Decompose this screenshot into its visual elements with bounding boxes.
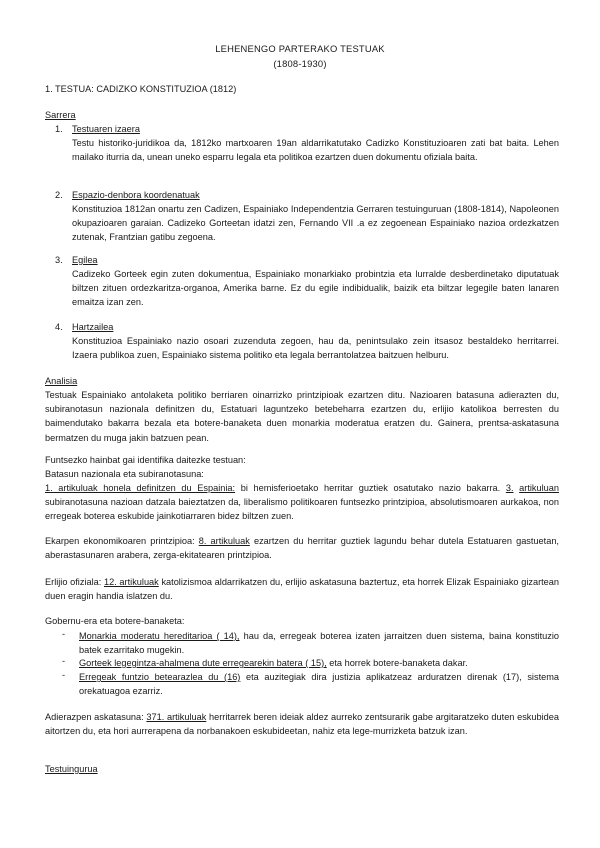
gobernu-item-gorteek: Gorteek legegintza-ahalmena dute erregearekin batera ( 15), eta horrek botere-banaketa dakar.: [79, 658, 468, 668]
list-dash: -: [62, 670, 66, 680]
list-dash: -: [62, 629, 66, 639]
item-title-koordenatuak: Espazio-denbora koordenatuak: [72, 190, 200, 200]
analisia-heading: Analisia: [45, 376, 78, 386]
article-8-reference: 8. artikuluak: [198, 536, 250, 546]
sarrera-heading: Sarrera: [45, 110, 76, 120]
adierazpen-paragraph: Adierazpen askatasuna: 371. artikuluak herritarrek beren ideiak aldez aurreko zentsurarik gabe argitaratzeko duten eskubidea aitortzen du, eta hori aurrerapena da norbanakoen eskubideetan, nahiz eta lege-murrizketa batzuk izan.: [45, 712, 559, 737]
item-title-hartzailea: Hartzailea: [72, 322, 114, 332]
item-number: 1.: [55, 124, 63, 134]
erlijio-paragraph: Erlijio ofiziala: 12. artikuluak katolizismoa aldarrikatzen du, erlijio askatasuna baztertuz, eta horrek Elizak Espainiako gizartean duen eragin handia islatzen du.: [45, 577, 560, 602]
analisia-body: Testuak Espainiako antolaketa politiko berriaren oinarrizko printzipioak ezartzen ditu. Nazioaren batasuna adierazten du, subiranotasun nazionala definitzen du, Estatuari laguntzeko betebeharra ezartzen du, erlijio katolikoa berresten du baimendutako bakarra bezala eta botere-banaketa duen monarkia moderatua eratzen du. Gainera, prentsa-askatasuna bermatzen du muga jakin batzuen pean.: [45, 390, 559, 443]
article-1-reference: 1. artikuluak honela definitzen du Espainia:: [45, 483, 236, 493]
batasun-paragraph: 1. artikuluak honela definitzen du Espainia: bi hemisferioetako herritar guztiek osatutako nazio bakarra. 3. artikuluan subiranotasuna nazioan datzala baieztatzen da, liberalismo politikoaren funtsezko printzipioa, absolutismoaren aurkakoa, non erregeak boterea eskubide jainkotiarraren bidez biltzen zuen.: [45, 483, 559, 522]
batasun-heading: Batasun nazionala eta subiranotasuna:: [45, 469, 204, 479]
testuingurua-heading: Testuingurua: [45, 764, 98, 774]
item-body-izaera: Testu historiko-juridikoa da, 1812ko martxoaren 19an aldarrikatutako Cadizko Konstituzioaren zati bat baita. Lehen mailako iturria da, unean uneko esparru legala eta politikoa ezartzen duen dokumentu ofiziala baita.: [72, 138, 559, 163]
section-heading: 1. TESTUA: CADIZKO KONSTITUZIOA (1812): [45, 84, 237, 94]
item-number: 2.: [55, 190, 63, 200]
item-number: 4.: [55, 322, 63, 332]
gobernu-item-monarkia: Monarkia moderatu hereditarioa ( 14), hau da, erregeak boterea izaten jarraitzen duen sistema, baina konstituzio batek ezarritako mugekin.: [79, 631, 559, 656]
document-title: LEHENENGO PARTERAKO TESTUAK: [215, 43, 385, 54]
article-3-reference: 3.: [505, 483, 514, 493]
item-body-egilea: Cadizeko Gorteek egin zuten dokumentua, Espainiako monarkiako probintzia eta lurralde desberdinetako diputatuak biltzen zituen ordezkaritza-organoa, Amerika barne. Ez du egile indibidualik, baizik eta biltzar legegile baten lanaren emaitza izan zen.: [72, 269, 559, 308]
article-371-reference: 371. artikuluak: [146, 712, 207, 722]
funtsezko-intro: Funtsezko hainbat gai identifika daitezke testuan:: [45, 455, 246, 465]
gobernu-item-erregeak: Erregeak funtzio betearazlea du (16) eta auzitegiak dira justizia aplikatzeaz arduratzen direnak (17), sistema orekatuagoa ezarriz.: [79, 672, 559, 697]
ekarpen-paragraph: Ekarpen ekonomikoaren printzipioa: 8. artikuluak ezartzen du herritar guztiek lagundu behar dutela Estatuaren gastuetan, aberastasunaren arabera, zerga-ekitatearen printzipioa.: [45, 536, 559, 561]
list-dash: -: [62, 656, 66, 666]
gobernu-heading: Gobernu-era eta botere-banaketa:: [45, 616, 185, 626]
item-number: 3.: [55, 255, 63, 265]
item-body-hartzailea: Konstituzioa Espainiako nazio osoari zuzenduta zegoen, hau da, penintsulako zein itsasoz bestaldeko herritarrei. Izaera publikoa zuen, Espainiako sistema politiko eta legala berrantolatzea baitzuen helburu.: [72, 336, 559, 361]
article-12-reference: 12. artikuluak: [103, 577, 159, 587]
item-body-koordenatuak: Konstituzioa 1812an onartu zen Cadizen, Espainiako Independentzia Gerraren testuinguruan (1808-1814), Napoleonen okupazioaren garaian. Cadizeko Gorteetan idatzi zen, Fernando VII .a ez zegoenean Espainiako nazioa ordezkatzen zutenak, Frantzian gatibu zegoena.: [72, 204, 559, 243]
document-years: (1808-1930): [273, 58, 327, 69]
item-title-izaera: Testuaren izaera: [72, 124, 140, 134]
item-title-egilea: Egilea: [72, 255, 98, 265]
